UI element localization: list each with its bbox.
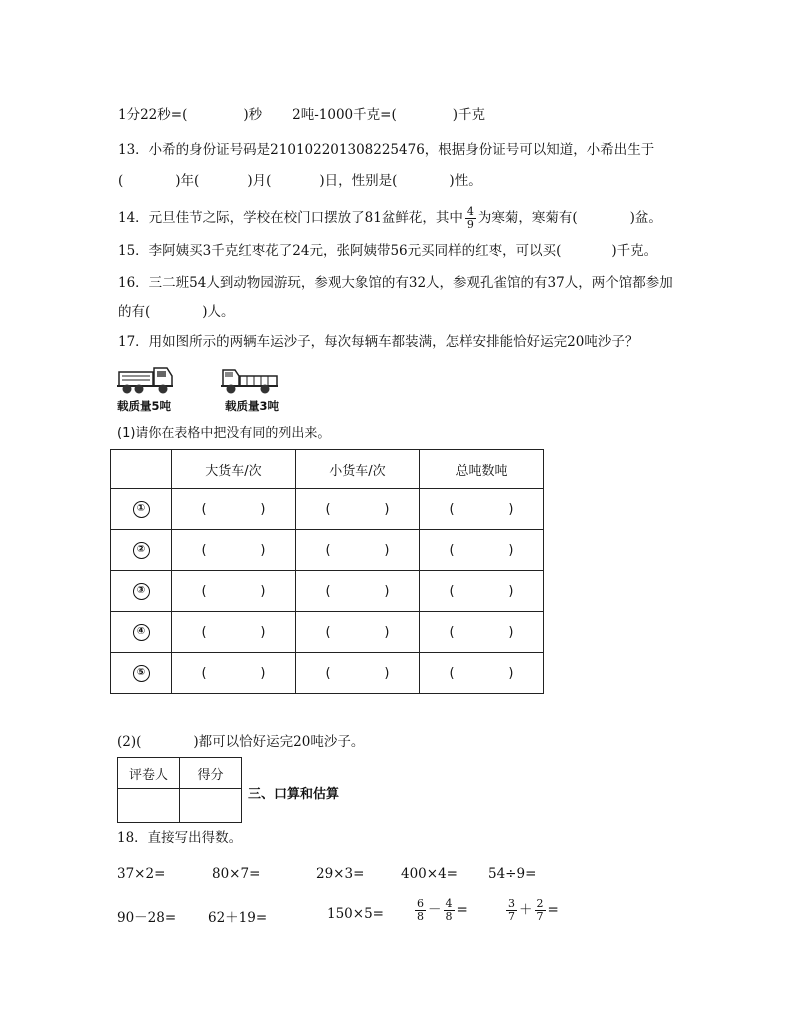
section-title: 三、口算和估算 [248, 787, 340, 802]
calc-item: 37×2= [117, 866, 166, 882]
year-label: )年( [175, 173, 200, 189]
fraction-calc-item: $\frac{6}{8}$ － $\frac{4}{8}$ = [417, 897, 468, 923]
answer-table [110, 449, 544, 694]
answer-cell[interactable]: ( ) [296, 530, 420, 571]
answer-cell[interactable]: ( ) [172, 571, 296, 612]
grader-label: 评卷人 [118, 758, 180, 789]
table-row [111, 612, 544, 653]
answer-cell[interactable]: ( ) [420, 530, 544, 571]
calc-item: 29×3= [316, 866, 365, 882]
q17-sub2-rest: )都可以恰好运完20吨沙子。 [193, 734, 365, 750]
answer-cell[interactable]: ( ) [296, 571, 420, 612]
truck1-caption: 载质量5吨 [117, 399, 172, 413]
q13-line2 [118, 172, 482, 190]
grader-field[interactable] [118, 789, 180, 823]
month-label: )月( [247, 173, 272, 189]
answer-cell[interactable]: ( ) [420, 653, 544, 694]
q12-line [118, 106, 485, 124]
day-label: )日，性别是( [319, 173, 398, 189]
table-header-cell: 总吨数吨 [420, 450, 544, 489]
q12-a-unit: )秒 [243, 107, 263, 123]
answer-cell[interactable]: ( ) [420, 612, 544, 653]
answer-cell[interactable]: ( ) [296, 489, 420, 530]
answer-cell[interactable]: ( ) [420, 571, 544, 612]
calc-item: 54÷9= [488, 866, 537, 882]
score-field[interactable] [180, 789, 242, 823]
table-row [111, 489, 544, 530]
q14-line [118, 206, 662, 231]
big-truck-icon [117, 362, 175, 396]
answer-cell[interactable]: ( ) [296, 653, 420, 694]
q12-b-text: 2吨-1000千克=( [292, 107, 397, 123]
table-header-cell [111, 450, 172, 489]
calc-item: 150×5= [327, 906, 384, 922]
q17-text: 17．用如图所示的两辆车运沙子，每次每辆车都装满，怎样安排能恰好运完20吨沙子？ [118, 334, 639, 350]
calc-item: 62＋19= [208, 910, 268, 926]
row-number: ② [133, 542, 150, 559]
q15-text: 15．李阿姨买3千克红枣花了24元，张阿姨带56元买同样的红枣，可以买( [118, 243, 562, 259]
q17-sub2 [117, 733, 364, 751]
q18-title: 18．直接写出得数。 [117, 830, 243, 846]
calc-item: 400×4= [401, 866, 458, 882]
answer-cell[interactable]: ( ) [172, 612, 296, 653]
score-label: 得分 [180, 758, 242, 789]
q14-text: 14．元旦佳节之际，学校在校门口摆放了81盆鲜花，其中 [118, 210, 463, 226]
row-number: ① [133, 501, 150, 518]
q17-sub1: (1)请你在表格中把没有同的列出来。 [117, 426, 331, 441]
q13-line1: 13．小希的身份证号码是210102201308225476，根据身份证号可以知道，小希出生于 [118, 142, 655, 158]
q15-unit: )千克。 [611, 243, 658, 259]
table-row [111, 530, 544, 571]
table-header-row [111, 450, 544, 489]
calc-item: 80×7= [212, 866, 261, 882]
answer-cell[interactable]: ( ) [172, 530, 296, 571]
q14-unit: )盆。 [629, 210, 662, 226]
q14-text-mid: 为寒菊，寒菊有( [477, 210, 578, 226]
answer-cell[interactable]: ( ) [172, 489, 296, 530]
gender-label: )性。 [449, 173, 482, 189]
small-truck-icon [221, 364, 279, 396]
q16-text: 的有( [118, 304, 151, 320]
table-row [111, 571, 544, 612]
q15-line [118, 242, 657, 260]
paren: ( [118, 173, 124, 189]
answer-cell[interactable]: ( ) [172, 653, 296, 694]
q16-line1: 16．三二班54人到动物园游玩，参观大象馆的有32人，参观孔雀馆的有37人，两个馆都参加 [118, 275, 673, 291]
row-number: ④ [133, 624, 150, 641]
q12-b-unit: )千克 [452, 107, 486, 123]
q16-unit: )人。 [202, 304, 235, 320]
fraction-calc-item: $\frac{3}{7}$ ＋ $\frac{2}{7}$ = [508, 897, 559, 923]
answer-cell[interactable]: ( ) [420, 489, 544, 530]
row-number: ③ [133, 583, 150, 600]
table-header-cell: 大货车/次 [172, 450, 296, 489]
fraction: $\frac{4}{9}$ [466, 205, 474, 231]
row-number: ⑤ [133, 665, 150, 682]
calc-item: 90－28= [117, 910, 177, 926]
table-header-cell: 小货车/次 [296, 450, 420, 489]
q16-line2 [118, 303, 235, 321]
table-row [111, 653, 544, 694]
q17-sub2-text: (2)( [117, 734, 142, 750]
truck2-caption: 载质量3吨 [225, 399, 280, 413]
grader-box [117, 757, 242, 823]
q12-a-text: 1分22秒=( [118, 107, 188, 123]
answer-cell[interactable]: ( ) [296, 612, 420, 653]
